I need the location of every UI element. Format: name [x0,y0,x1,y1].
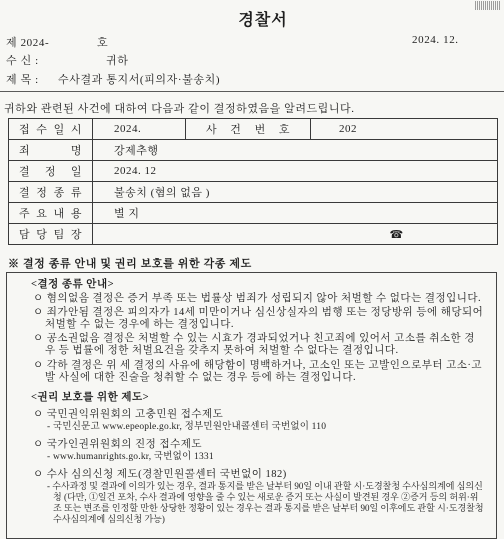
decision-date-label: 결 정 일 [9,161,93,182]
recipient-label: 수 신 : [6,55,39,67]
main-content-label: 주 요 내 용 [9,203,93,224]
table-row [9,140,498,161]
team-leader-value [93,224,384,245]
table-row [9,119,498,140]
rights-item-detail: - 수사과정 및 결과에 이의가 있는 경우, 결과 통지를 받은 날부터 90일 이내 관할 시·도경찰청 수사심의계에 심의신청 (다만, ①일건 포차, 수사 결과에 영향을 줄 수 있는 새로운 증거 또는 사실이 발견된 경우 ②증거 등의 허위·위조 또는 변조를 인정할 만한 상당한 정황이 있는 경우는 결과 통지를 받은 날부터 90일 이후에도 관할 시·도경찰청 수사심의계에 심의신청 가능) [47,481,484,524]
intro-text: 귀하와 관련된 사건에 대하여 다음과 같이 결정하였음을 알려드립니다. [4,103,355,115]
list-item: ㅇ 공소권없음 결정은 처벌할 수 있는 시효가 경과되었거나 친고죄에 있어서 고소를 취소한 경우 등 법률에 정한 처벌요건을 갖추지 못하여 처벌할 수 없다는 결정입니다. [33,333,475,356]
table-row [9,161,498,182]
table-row [9,203,498,224]
case-number-value: 202 [311,119,498,140]
received-label: 접 수 일 시 [9,119,93,140]
guide-box [6,272,497,539]
table-row [9,182,498,203]
rights-item-title: ㅇ 국민권익위원회의 고충민원 접수제도 [33,409,224,420]
recipient-suffix: 귀하 [106,55,129,67]
rights-heading: <권리 보호를 위한 제도> [31,392,150,403]
header-divider [0,91,504,92]
list-item: ㅇ 혐의없음 결정은 증거 부족 또는 법률상 범죄가 성립되지 않아 처벌할 수 없다는 결정입니다. [33,293,482,304]
notice-title: ※ 결정 종류 안내 및 권리 보호를 위한 각종 제도 [8,258,252,270]
case-number-label: 사 건 번 호 [186,119,311,140]
decision-guide-heading: <결정 종류 안내> [31,279,115,290]
rights-item-detail: - www.humanrights.go.kr, 국번없이 1331 [47,452,214,462]
doc-number-suffix: 호 [97,37,109,49]
agency-title: 경찰서 [238,12,288,29]
doc-number-prefix: 제 2024- [6,37,50,49]
case-info-table [8,118,498,245]
list-item: ㅇ 죄가안됨 결정은 피의자가 14세 미만이거나 심신상실자의 범행 또는 정당방위 등에 해당되어 처벌할 수 없는 경우에 하는 결정입니다. [33,307,484,330]
subject-label: 제 목 : [6,74,39,86]
team-leader-label: 담 당 팀 장 [9,224,93,245]
phone-icon: ☎ [384,224,498,245]
main-content-value: 별 지 [93,203,498,224]
rights-item-detail: - 국민신문고 www.epeople.go.kr, 정부민원안내콜센터 국번없이 110 [47,422,327,432]
charge-label: 죄 명 [9,140,93,161]
rights-item-title: ㅇ 수사 심의신청 제도(경찰민원콜센터 국번없이 182) [33,469,287,480]
rights-item-title: ㅇ 국가인권위원회의 진정 접수제도 [33,439,203,450]
doc-date: 2024. 12. [412,34,459,46]
received-value: 2024. [93,119,186,140]
decision-type-label: 결 정 종 류 [9,182,93,203]
decision-date-value: 2024. 12 [93,161,498,182]
list-item: ㅇ 각하 결정은 위 세 결정의 사유에 해당함이 명백하거나, 고소인 또는 고발인으로부터 고소·고발 사실에 대한 진술을 청취할 수 없는 경우 등에 하는 결정입니다. [33,360,483,383]
decision-type-value: 불송치 (혐의 없음 ) [93,182,498,203]
table-row [9,224,498,245]
subject: 수사결과 통지서(피의자·불송치) [58,74,221,86]
charge-value: 강제추행 [93,140,498,161]
